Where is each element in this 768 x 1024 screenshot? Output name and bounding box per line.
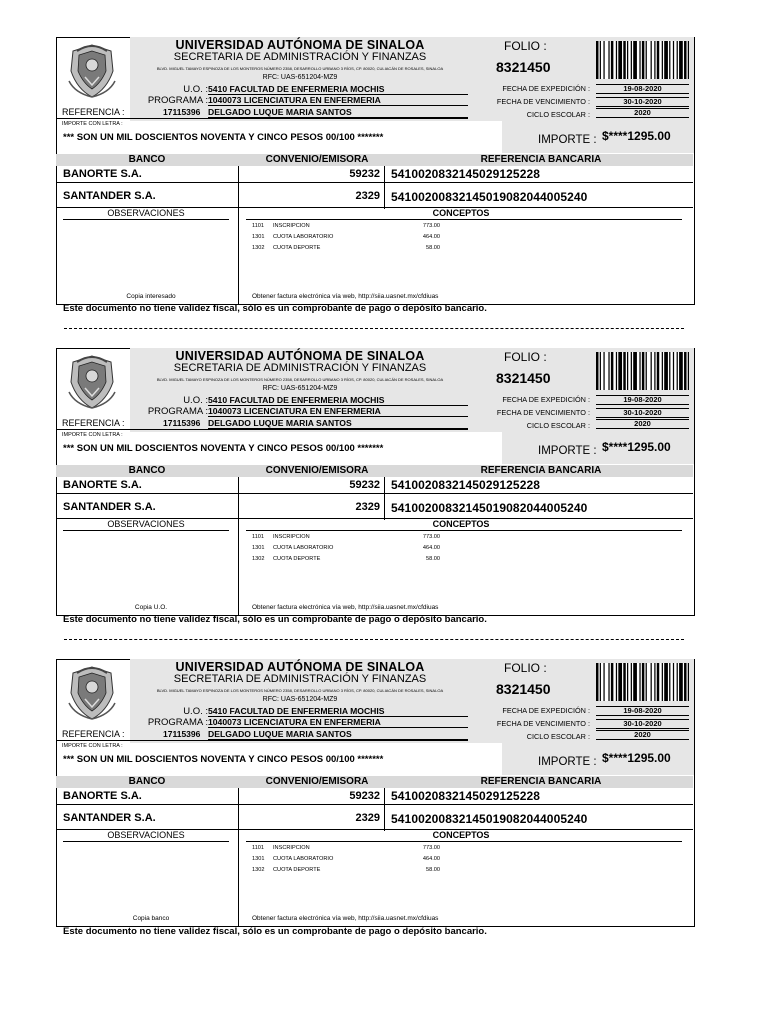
divider bbox=[246, 219, 682, 220]
factura-link[interactable]: Obtener factura electrónica vía web, http://siia.uasnet.mx/cfdiuas bbox=[252, 604, 439, 611]
concepto-code: 1101 bbox=[252, 223, 265, 229]
importe-label: IMPORTE : bbox=[538, 134, 597, 146]
referencia-label: REFERENCIA : bbox=[62, 729, 125, 739]
importe-letra-label: IMPORTE CON LETRA : bbox=[62, 743, 123, 749]
importe-value: $****1295.00 bbox=[602, 751, 671, 765]
programa-label: PROGRAMA : bbox=[147, 717, 208, 728]
payment-slip bbox=[56, 659, 695, 927]
fecha-expedicion-value: 19-08-2020 bbox=[596, 706, 689, 716]
programa-value: 1040073 LICENCIATURA EN ENFERMERIA bbox=[208, 717, 468, 728]
barcode bbox=[596, 352, 689, 390]
divider bbox=[56, 804, 693, 805]
bank-convenio: 59232 bbox=[349, 790, 380, 802]
fecha-vencimiento-value: 30-10-2020 bbox=[596, 719, 689, 729]
bank-convenio: 2329 bbox=[355, 190, 380, 202]
divider bbox=[384, 788, 385, 831]
referencia-number: 17115396 bbox=[163, 729, 201, 739]
secretaria-name: SECRETARIA DE ADMINISTRACIÓN Y FINANZAS bbox=[173, 673, 427, 685]
cut-line bbox=[64, 328, 684, 329]
fecha-vencimiento-value: 30-10-2020 bbox=[596, 97, 689, 107]
concepto-code: 1302 bbox=[252, 867, 265, 873]
importe-value: $****1295.00 bbox=[602, 129, 671, 143]
bank-name: BANORTE S.A. bbox=[63, 479, 142, 491]
conceptos-header: CONCEPTOS bbox=[432, 208, 490, 218]
concepto-amount: 464.00 bbox=[422, 856, 440, 862]
bank-name: SANTANDER S.A. bbox=[63, 190, 156, 202]
concepto-desc: INSCRIPCION bbox=[273, 845, 310, 851]
disclaimer: Este documento no tiene validez fiscal, sólo es un comprobante de pago o depósito bancario. bbox=[63, 614, 487, 625]
divider bbox=[56, 182, 693, 183]
divider bbox=[56, 493, 693, 494]
bank-name: BANORTE S.A. bbox=[63, 790, 142, 802]
student-name: DELGADO LUQUE MARIA SANTOS bbox=[208, 418, 468, 429]
uo-value: 5410 FACULTAD DE ENFERMERIA MOCHIS bbox=[208, 706, 468, 717]
programa-label: PROGRAMA : bbox=[147, 95, 208, 106]
divider bbox=[56, 118, 468, 119]
rfc: RFC: UAS-651204-MZ9 bbox=[262, 74, 338, 81]
programa-label: PROGRAMA : bbox=[147, 406, 208, 417]
concepto-code: 1301 bbox=[252, 545, 265, 551]
fecha-expedicion-label: FECHA DE EXPEDICIÓN : bbox=[502, 706, 590, 715]
referencia-label: REFERENCIA : bbox=[62, 418, 125, 428]
bank-reference: 54100200832145019082044005240 bbox=[391, 190, 588, 204]
concepto-amount: 58.00 bbox=[426, 867, 440, 873]
copy-label: Copia interesado bbox=[126, 293, 176, 300]
bank-convenio: 59232 bbox=[349, 168, 380, 180]
fecha-expedicion-value: 19-08-2020 bbox=[596, 395, 689, 405]
uo-label: U.O. : bbox=[183, 84, 208, 95]
fecha-expedicion-label: FECHA DE EXPEDICIÓN : bbox=[502, 84, 590, 93]
uo-label: U.O. : bbox=[183, 395, 208, 406]
concepto-desc: INSCRIPCION bbox=[273, 223, 310, 229]
ciclo-escolar-label: CICLO ESCOLAR : bbox=[526, 732, 590, 741]
university-seal-icon bbox=[65, 352, 119, 410]
programa-value: 1040073 LICENCIATURA EN ENFERMERIA bbox=[208, 95, 468, 106]
concepto-amount: 464.00 bbox=[422, 545, 440, 551]
divider bbox=[63, 530, 229, 531]
divider bbox=[238, 477, 239, 615]
bank-reference: 54100200832145019082044005240 bbox=[391, 501, 588, 515]
importe-label: IMPORTE : bbox=[538, 756, 597, 768]
bank-convenio: 2329 bbox=[355, 501, 380, 513]
folio-number: 8321450 bbox=[496, 59, 551, 75]
student-name: DELGADO LUQUE MARIA SANTOS bbox=[208, 729, 468, 740]
divider bbox=[246, 530, 682, 531]
payment-slip bbox=[56, 348, 695, 616]
concepto-desc: INSCRIPCION bbox=[273, 534, 310, 540]
concepto-amount: 773.00 bbox=[422, 223, 440, 229]
concepto-amount: 773.00 bbox=[422, 534, 440, 540]
cut-line bbox=[64, 639, 684, 640]
fecha-vencimiento-value: 30-10-2020 bbox=[596, 408, 689, 418]
rfc: RFC: UAS-651204-MZ9 bbox=[262, 696, 338, 703]
banco-header: BANCO bbox=[128, 776, 166, 787]
banco-header: BANCO bbox=[128, 465, 166, 476]
fecha-vencimiento-label: FECHA DE VENCIMIENTO : bbox=[496, 408, 590, 417]
conceptos-header: CONCEPTOS bbox=[432, 519, 490, 529]
observaciones-header: OBSERVACIONES bbox=[107, 519, 185, 529]
referencia-bancaria-header: REFERENCIA BANCARIA bbox=[480, 776, 602, 787]
uo-label: U.O. : bbox=[183, 706, 208, 717]
bank-name: BANORTE S.A. bbox=[63, 168, 142, 180]
ciclo-escolar-label: CICLO ESCOLAR : bbox=[526, 421, 590, 430]
concepto-code: 1301 bbox=[252, 234, 265, 240]
concepto-code: 1101 bbox=[252, 534, 265, 540]
university-seal-icon bbox=[65, 663, 119, 721]
ciclo-escolar-value: 2020 bbox=[596, 108, 689, 118]
barcode bbox=[596, 663, 689, 701]
concepto-code: 1101 bbox=[252, 845, 265, 851]
divider bbox=[56, 740, 468, 741]
copy-label: Copia U.O. bbox=[134, 604, 168, 611]
bank-name: SANTANDER S.A. bbox=[63, 812, 156, 824]
copy-label: Copia banco bbox=[132, 915, 170, 922]
fecha-expedicion-label: FECHA DE EXPEDICIÓN : bbox=[502, 395, 590, 404]
referencia-number: 17115396 bbox=[163, 107, 201, 117]
university-seal-icon bbox=[65, 41, 119, 99]
university-name: UNIVERSIDAD AUTÓNOMA DE SINALOA bbox=[175, 38, 425, 52]
importe-value: $****1295.00 bbox=[602, 440, 671, 454]
conceptos-header: CONCEPTOS bbox=[432, 830, 490, 840]
concepto-code: 1302 bbox=[252, 556, 265, 562]
concepto-desc: CUOTA LABORATORIO bbox=[273, 234, 334, 240]
concepto-code: 1302 bbox=[252, 245, 265, 251]
factura-link[interactable]: Obtener factura electrónica vía web, http://siia.uasnet.mx/cfdiuas bbox=[252, 293, 439, 300]
concepto-desc: CUOTA DEPORTE bbox=[273, 245, 321, 251]
folio-label: FOLIO : bbox=[504, 661, 547, 675]
divider bbox=[384, 477, 385, 520]
bank-convenio: 59232 bbox=[349, 479, 380, 491]
observaciones-header: OBSERVACIONES bbox=[107, 830, 185, 840]
divider bbox=[56, 429, 468, 430]
folio-label: FOLIO : bbox=[504, 350, 547, 364]
importe-letra-label: IMPORTE CON LETRA : bbox=[62, 121, 123, 127]
divider bbox=[63, 219, 229, 220]
fecha-vencimiento-label: FECHA DE VENCIMIENTO : bbox=[496, 97, 590, 106]
ciclo-escolar-label: CICLO ESCOLAR : bbox=[526, 110, 590, 119]
address: BLVD. MIGUEL TAMAYO ESPINOZA DE LOS MONTEROS NÚMERO 2358, DESARROLLO URBANO 3 RÍOS, CP. 80020, CULIACÁN DE ROSALES, SINALOA bbox=[156, 66, 444, 71]
divider bbox=[63, 841, 229, 842]
uo-value: 5410 FACULTAD DE ENFERMERIA MOCHIS bbox=[208, 84, 468, 95]
rfc: RFC: UAS-651204-MZ9 bbox=[262, 385, 338, 392]
programa-value: 1040073 LICENCIATURA EN ENFERMERIA bbox=[208, 406, 468, 417]
ciclo-escolar-value: 2020 bbox=[596, 730, 689, 740]
convenio-header: CONVENIO/EMISORA bbox=[265, 154, 369, 165]
convenio-header: CONVENIO/EMISORA bbox=[265, 776, 369, 787]
divider bbox=[238, 166, 239, 304]
importe-letra-value: *** SON UN MIL DOSCIENTOS NOVENTA Y CINCO PESOS 00/100 ******* bbox=[63, 443, 384, 454]
importe-letra-label: IMPORTE CON LETRA : bbox=[62, 432, 123, 438]
student-name: DELGADO LUQUE MARIA SANTOS bbox=[208, 107, 468, 118]
secretaria-name: SECRETARIA DE ADMINISTRACIÓN Y FINANZAS bbox=[173, 51, 427, 63]
bank-convenio: 2329 bbox=[355, 812, 380, 824]
concepto-code: 1301 bbox=[252, 856, 265, 862]
referencia-bancaria-header: REFERENCIA BANCARIA bbox=[480, 465, 602, 476]
concepto-amount: 58.00 bbox=[426, 245, 440, 251]
address: BLVD. MIGUEL TAMAYO ESPINOZA DE LOS MONTEROS NÚMERO 2358, DESARROLLO URBANO 3 RÍOS, CP. 80020, CULIACÁN DE ROSALES, SINALOA bbox=[156, 688, 444, 693]
bank-reference: 5410020832145029125228 bbox=[391, 167, 541, 181]
factura-link[interactable]: Obtener factura electrónica vía web, http://siia.uasnet.mx/cfdiuas bbox=[252, 915, 439, 922]
convenio-header: CONVENIO/EMISORA bbox=[265, 465, 369, 476]
importe-letra-value: *** SON UN MIL DOSCIENTOS NOVENTA Y CINCO PESOS 00/100 ******* bbox=[63, 754, 384, 765]
concepto-desc: CUOTA LABORATORIO bbox=[273, 545, 334, 551]
observaciones-header: OBSERVACIONES bbox=[107, 208, 185, 218]
disclaimer: Este documento no tiene validez fiscal, sólo es un comprobante de pago o depósito bancario. bbox=[63, 926, 487, 937]
payment-slip bbox=[56, 37, 695, 305]
concepto-desc: CUOTA DEPORTE bbox=[273, 867, 321, 873]
referencia-bancaria-header: REFERENCIA BANCARIA bbox=[480, 154, 602, 165]
folio-number: 8321450 bbox=[496, 681, 551, 697]
referencia-label: REFERENCIA : bbox=[62, 107, 125, 117]
concepto-amount: 773.00 bbox=[422, 845, 440, 851]
ciclo-escolar-value: 2020 bbox=[596, 419, 689, 429]
fecha-vencimiento-label: FECHA DE VENCIMIENTO : bbox=[496, 719, 590, 728]
folio-number: 8321450 bbox=[496, 370, 551, 386]
address: BLVD. MIGUEL TAMAYO ESPINOZA DE LOS MONTEROS NÚMERO 2358, DESARROLLO URBANO 3 RÍOS, CP. 80020, CULIACÁN DE ROSALES, SINALOA bbox=[156, 377, 444, 382]
barcode bbox=[596, 41, 689, 79]
divider bbox=[384, 166, 385, 209]
banco-header: BANCO bbox=[128, 154, 166, 165]
importe-label: IMPORTE : bbox=[538, 445, 597, 457]
uo-value: 5410 FACULTAD DE ENFERMERIA MOCHIS bbox=[208, 395, 468, 406]
referencia-number: 17115396 bbox=[163, 418, 201, 428]
divider bbox=[246, 841, 682, 842]
divider bbox=[238, 788, 239, 926]
concepto-desc: CUOTA LABORATORIO bbox=[273, 856, 334, 862]
disclaimer: Este documento no tiene validez fiscal, sólo es un comprobante de pago o depósito bancario. bbox=[63, 303, 487, 314]
bank-reference: 5410020832145029125228 bbox=[391, 478, 541, 492]
importe-letra-value: *** SON UN MIL DOSCIENTOS NOVENTA Y CINCO PESOS 00/100 ******* bbox=[63, 132, 384, 143]
bank-reference: 5410020832145029125228 bbox=[391, 789, 541, 803]
folio-label: FOLIO : bbox=[504, 39, 547, 53]
bank-name: SANTANDER S.A. bbox=[63, 501, 156, 513]
fecha-expedicion-value: 19-08-2020 bbox=[596, 84, 689, 94]
bank-reference: 54100200832145019082044005240 bbox=[391, 812, 588, 826]
concepto-amount: 464.00 bbox=[422, 234, 440, 240]
university-name: UNIVERSIDAD AUTÓNOMA DE SINALOA bbox=[175, 660, 425, 674]
university-name: UNIVERSIDAD AUTÓNOMA DE SINALOA bbox=[175, 349, 425, 363]
secretaria-name: SECRETARIA DE ADMINISTRACIÓN Y FINANZAS bbox=[173, 362, 427, 374]
concepto-desc: CUOTA DEPORTE bbox=[273, 556, 321, 562]
concepto-amount: 58.00 bbox=[426, 556, 440, 562]
